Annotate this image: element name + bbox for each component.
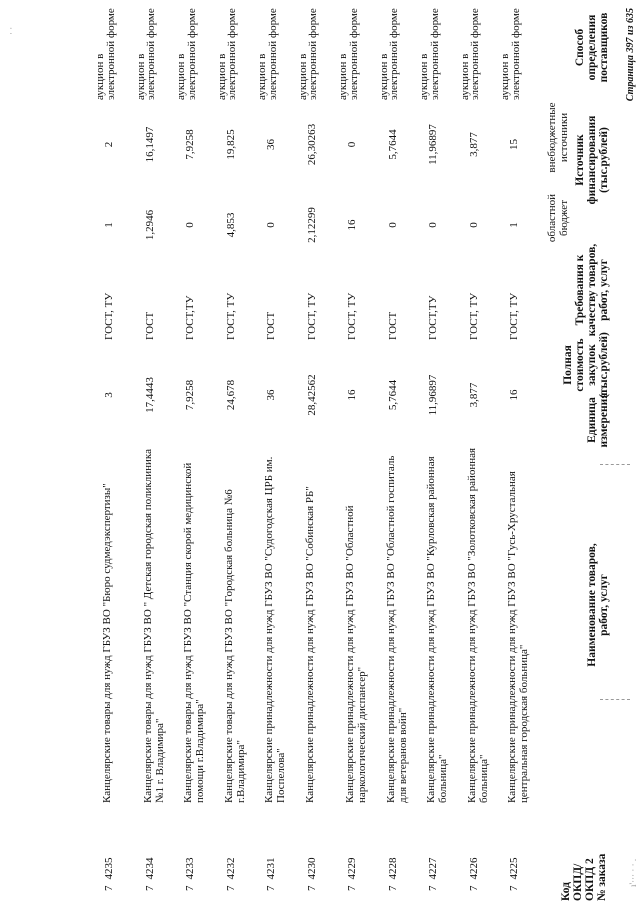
quality-requirements: ГОСТ — [265, 311, 277, 340]
quality-requirements: ГОСТ,ТУ — [184, 295, 196, 340]
table-row — [419, 0, 457, 905]
item-name: Канцелярские товары для нужд ГБУЗ ВО " Детская городская поликлиника №1 г. Владимира" — [141, 449, 166, 803]
table-row — [338, 0, 376, 905]
item-name: Канцелярские товары для нужд ГБУЗ ВО "Станция скорой медицинской помощи г.Владимира" — [182, 462, 206, 803]
regional-budget: 0 — [467, 222, 480, 228]
divider — [600, 464, 630, 465]
item-name: Канцелярские товары для нужд ГБУЗ ВО "Городская больница №6 г.Владимира" — [222, 489, 247, 803]
extrabudgetary: 11,96897 — [427, 124, 439, 165]
extrabudgetary: 3,877 — [467, 132, 480, 157]
header-code: Код ОКПД/ ОКПД 2 № заказа — [560, 853, 608, 901]
extrabudgetary: 19,825 — [224, 129, 237, 160]
regional-budget: 2,12299 — [305, 207, 318, 243]
quality-requirements: ГОСТ, ТУ — [305, 292, 318, 340]
procurement-method: аукцион в электронной форме — [418, 8, 441, 100]
header-unit: Единица измерения — [586, 392, 610, 448]
header-requirements: Требования к качеству товаров, работ, услуг — [574, 243, 610, 337]
item-name: Канцелярские принадлежности для нужд ГБУЗ ВО "Судогодская ЦРБ им. Поспелова" — [263, 456, 287, 803]
regional-budget: 1 — [508, 222, 520, 228]
header-cost: Полная стоимость закупок (тыс.рублей) — [562, 332, 610, 398]
item-name: Канцелярские принадлежности для нужд ГБУЗ ВО "Областной госпиталь для ветеранов войн" — [384, 455, 409, 803]
regional-budget: 1,2946 — [143, 209, 156, 241]
procurement-method: аукцион в электронной форме — [94, 8, 117, 100]
procurement-method: аукцион в электронной форме — [499, 8, 522, 100]
procurement-method: аукцион в электронной форме — [215, 8, 238, 100]
item-name: Канцелярские принадлежности для нужд ГБУЗ ВО "Курловская районная больница" — [425, 456, 449, 803]
extrabudgetary: 7,9258 — [184, 129, 196, 160]
table-row — [136, 0, 174, 905]
extrabudgetary: 16,1497 — [143, 126, 156, 163]
total-cost: 3 — [103, 392, 115, 398]
procurement-method: аукцион в электронной форме — [377, 8, 400, 100]
order-code: 74231 — [265, 857, 277, 891]
header-source-regional: областной бюджет — [546, 193, 570, 243]
total-cost: 3,877 — [467, 382, 480, 408]
quality-requirements: ГОСТ, ТУ — [103, 292, 115, 340]
table-row — [379, 0, 417, 905]
total-cost: 17,4443 — [143, 377, 156, 413]
table-row — [95, 0, 133, 905]
procurement-method: аукцион в электронной форме — [175, 8, 198, 100]
table-row — [176, 0, 214, 905]
scan-specks: · · — [6, 26, 16, 35]
total-cost: 24,678 — [224, 379, 237, 411]
quality-requirements: ГОСТ — [143, 311, 156, 340]
order-code: 74226 — [467, 857, 480, 891]
total-cost: 7,9258 — [184, 379, 196, 411]
item-name: Канцелярские принадлежности для нужд ГБУЗ ВО "Гусь-Хрустальная центральная городская больница" — [506, 471, 530, 803]
header-name: Наименование товаров, работ, услуг — [586, 543, 610, 667]
quality-requirements: ГОСТ, ТУ — [224, 292, 237, 340]
table-row — [217, 0, 255, 905]
regional-budget: 0 — [386, 222, 399, 228]
order-code: 74225 — [508, 857, 520, 891]
regional-budget: 0 — [265, 222, 277, 228]
regional-budget: 16 — [346, 219, 358, 231]
total-cost: 16 — [508, 389, 520, 401]
extrabudgetary: 0 — [346, 141, 358, 148]
extrabudgetary: 36 — [265, 139, 277, 150]
header-source-extra: внебюджетные источники — [546, 102, 570, 173]
procurement-method: аукцион в электронной форме — [296, 8, 319, 100]
table-row — [298, 0, 336, 905]
regional-budget: 0 — [427, 222, 439, 228]
extrabudgetary: 15 — [508, 139, 520, 150]
procurement-method: аукцион в электронной форме — [458, 8, 481, 100]
order-code: 74233 — [184, 857, 196, 891]
procurement-method: аукцион в электронной форме — [256, 8, 279, 100]
order-code: 74230 — [305, 857, 318, 891]
table-row — [257, 0, 295, 905]
extrabudgetary: 26,30263 — [305, 123, 318, 166]
scan-specks: ı'··· · · . — [628, 858, 638, 887]
item-name: Канцелярские принадлежности для нужд ГБУЗ ВО "Собинская РБ" — [303, 486, 316, 803]
quality-requirements: ГОСТ,ТУ — [427, 295, 439, 340]
extrabudgetary: 2 — [103, 141, 115, 148]
order-code: 74234 — [143, 857, 156, 891]
total-cost: 16 — [346, 389, 358, 401]
header-method: Способ определения поставщиков — [574, 12, 610, 83]
regional-budget: 1 — [103, 222, 115, 228]
procurement-method: аукцион в электронной форме — [337, 8, 360, 100]
item-name: Канцелярские принадлежности для нужд ГБУЗ ВО "Областной наркологический диспансер" — [344, 505, 368, 803]
page-number: Страница 397 из 635 — [625, 8, 636, 102]
table-row — [460, 0, 498, 905]
header-source: Источник финансирования (тыс.рублей) — [574, 115, 610, 205]
regional-budget: 4,853 — [224, 212, 237, 238]
quality-requirements: ГОСТ — [386, 311, 399, 340]
total-cost: 11,96897 — [427, 374, 439, 416]
order-code: 74227 — [427, 857, 439, 891]
item-name: Канцелярские товары для нужд ГБУЗ ВО "Бюро судмедэкспертизы" — [101, 483, 113, 803]
quality-requirements: ГОСТ, ТУ — [467, 292, 480, 340]
extrabudgetary: 5,7644 — [386, 129, 399, 160]
order-code: 74232 — [224, 857, 237, 891]
divider — [600, 699, 630, 700]
quality-requirements: ГОСТ, ТУ — [346, 292, 358, 340]
total-cost: 36 — [265, 389, 277, 401]
order-code: 74229 — [346, 857, 358, 891]
order-code: 74235 — [103, 857, 115, 891]
table-row — [500, 0, 538, 905]
procurement-method: аукцион в электронной форме — [134, 8, 157, 100]
total-cost: 28,42562 — [305, 374, 318, 416]
quality-requirements: ГОСТ, ТУ — [508, 292, 520, 340]
regional-budget: 0 — [184, 222, 196, 228]
total-cost: 5,7644 — [386, 379, 399, 411]
item-name: Канцелярские принадлежности для нужд ГБУЗ ВО "Золотковская районная больница" — [465, 447, 490, 803]
order-code: 74228 — [386, 857, 399, 891]
